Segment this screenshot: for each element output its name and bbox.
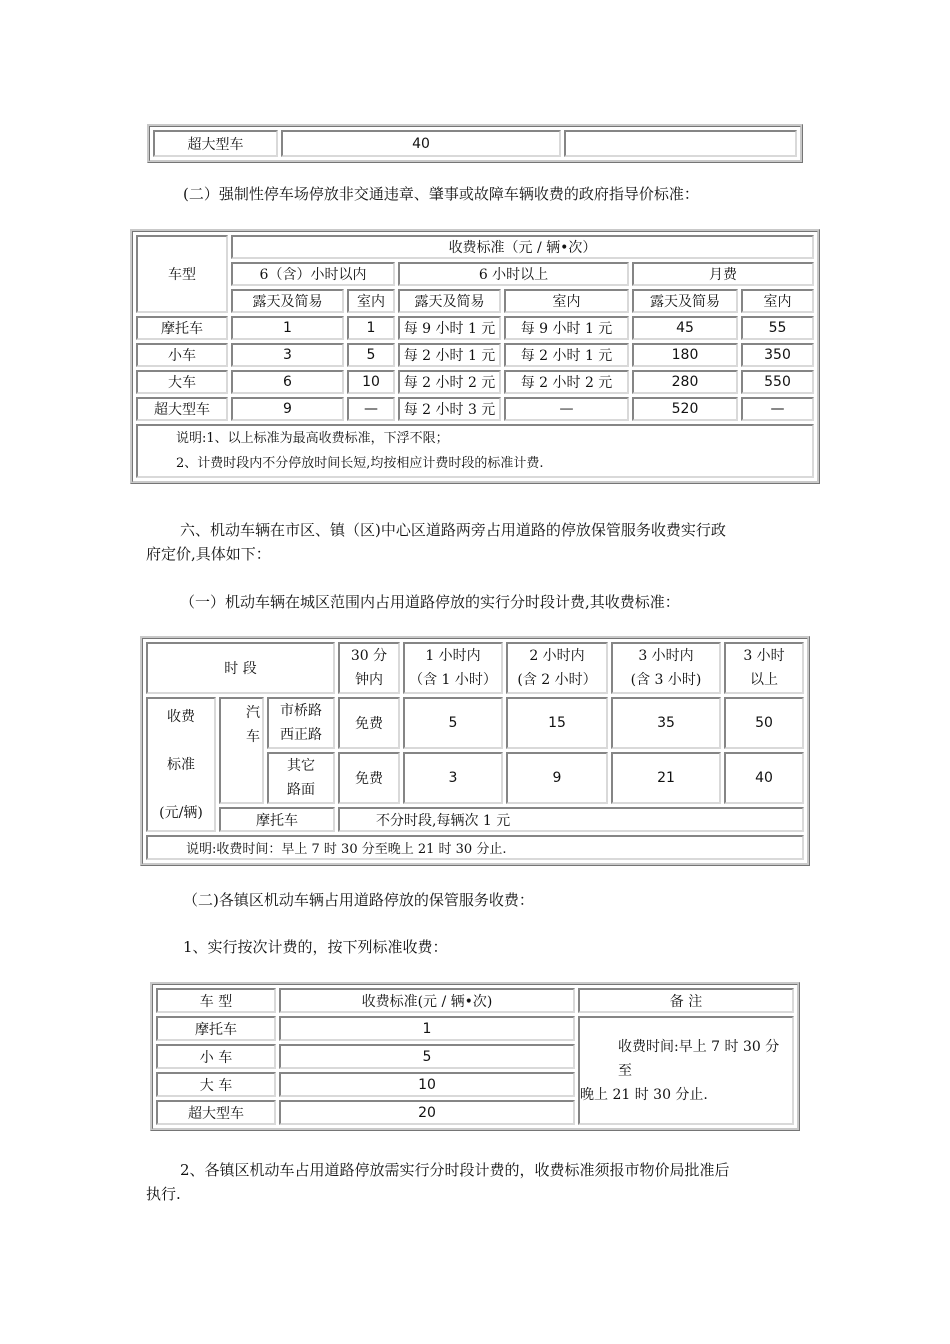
cell: 520 — [632, 397, 738, 421]
road-text: 路面 — [287, 782, 315, 798]
paragraph-two-line-2: 执行. — [146, 1185, 181, 1203]
note-line-2: 2、计费时段内不分停放时间长短,均按相应计费时段的标准计费. — [176, 456, 544, 471]
header-fee-standard: 收费标准（元 / 辆•次） — [231, 235, 814, 259]
paragraph-two — [146, 1158, 806, 1206]
header-text: 以上 — [750, 672, 778, 688]
cell: 每 2 小时 2 元 — [504, 370, 629, 394]
car-label-line: 汽 — [246, 705, 260, 721]
paragraph-two-line-1: 2、各镇区机动车占用道路停放需实行分时段计费的，收费标准须报市物价局批准后 — [180, 1161, 730, 1179]
header-vehicle-type: 车 型 — [156, 988, 276, 1013]
header-text: 30 分 — [350, 648, 388, 664]
header-text: （含 1 小时） — [409, 672, 497, 688]
cell-type: 小车 — [136, 343, 228, 367]
header-30min — [338, 642, 400, 694]
header-indoor: 室内 — [741, 289, 814, 313]
cell: 每 2 小时 2 元 — [398, 370, 501, 394]
cell: 每 9 小时 1 元 — [398, 316, 501, 340]
heading-c1: （一）机动车辆在城区范围内占用道路停放的实行分时段计费,其收费标准： — [180, 593, 680, 611]
cell-type: 大 车 — [156, 1072, 276, 1097]
header-remark: 备 注 — [578, 988, 794, 1013]
fee-label-line: (元/辆) — [159, 804, 203, 821]
cell-type: 摩托车 — [136, 316, 228, 340]
cell: 550 — [741, 370, 814, 394]
header-text: 2 小时内 — [529, 648, 585, 664]
cell-type: 超大型车 — [136, 397, 228, 421]
row-value: 40 — [281, 130, 561, 157]
cell: 45 — [632, 316, 738, 340]
cell-type: 大车 — [136, 370, 228, 394]
road-text: 其它 — [287, 758, 315, 774]
header-text: 3 小时 — [743, 648, 785, 664]
table-forced-parking-fees — [130, 229, 820, 484]
paragraph-six — [146, 518, 806, 566]
remark-cell — [578, 1016, 794, 1125]
heading-c2-1: 1、实行按次计费的，按下列标准收费： — [183, 938, 448, 956]
heading-b2: (二）强制性停车场停放非交通违章、肇事或故障车辆收费的政府指导价标准： — [183, 185, 699, 203]
remark-line-1: 收费时间:早上 7 时 30 分至 — [618, 1038, 780, 1079]
cell: 每 2 小时 1 元 — [398, 343, 501, 367]
cell: 每 9 小时 1 元 — [504, 316, 629, 340]
table-row — [136, 397, 814, 421]
road-shiqiao — [267, 697, 335, 749]
cell-type: 摩托车 — [156, 1016, 276, 1041]
header-within-6h: 6（含）小时以内 — [231, 262, 395, 286]
header-3h — [611, 642, 721, 694]
header-period: 时 段 — [146, 642, 335, 694]
cell: 3 — [231, 343, 344, 367]
cell: 50 — [724, 697, 804, 749]
table-note — [136, 424, 814, 478]
paragraph-six-line-1: 六、机动车辆在市区、镇（区)中心区道路两旁占用道路的停放保管服务收费实行政 — [180, 521, 726, 539]
table-continuation — [147, 124, 803, 163]
cell: 280 — [632, 370, 738, 394]
header-1h — [403, 642, 503, 694]
heading-c2: （二)各镇区机动车辆占用道路停放的保管服务收费： — [183, 891, 534, 909]
cell: 9 — [506, 752, 608, 804]
table-row — [136, 370, 814, 394]
cell: 9 — [231, 397, 344, 421]
remark-line-2: 晚上 21 时 30 分止. — [580, 1086, 708, 1103]
cell: 6 — [231, 370, 344, 394]
table-row — [156, 1016, 794, 1041]
cell: 21 — [611, 752, 721, 804]
cell: 免费 — [338, 697, 400, 749]
road-other — [267, 752, 335, 804]
cell: 5 — [347, 343, 395, 367]
cell: 5 — [403, 697, 503, 749]
cell: — — [347, 397, 395, 421]
header-fee-standard: 收费标准(元 / 辆•次) — [279, 988, 575, 1013]
header-text: 钟内 — [355, 672, 383, 688]
table-town-parking-fees — [150, 982, 800, 1131]
cell: 40 — [724, 752, 804, 804]
header-over-6h: 6 小时以上 — [398, 262, 629, 286]
header-vehicle-type: 车型 — [136, 235, 228, 313]
cell: 20 — [279, 1100, 575, 1125]
cell: — — [741, 397, 814, 421]
table-note: 说明:收费时间：早上 7 时 30 分至晚上 21 时 30 分止. — [146, 835, 804, 860]
row-extra — [564, 130, 797, 157]
cell: 180 — [632, 343, 738, 367]
paragraph-six-line-2: 府定价,具体如下： — [146, 545, 271, 563]
table-row — [136, 316, 814, 340]
header-text: (含 2 小时） — [517, 672, 597, 688]
road-text: 西正路 — [280, 727, 322, 743]
header-text: 3 小时内 — [638, 648, 694, 664]
note-line-1: 说明:1、以上标准为最高收费标准，下浮不限； — [176, 431, 449, 446]
header-2h — [506, 642, 608, 694]
cell: — — [504, 397, 629, 421]
cell: 每 2 小时 3 元 — [398, 397, 501, 421]
header-open: 露天及简易 — [632, 289, 738, 313]
cell: 35 — [611, 697, 721, 749]
table-city-parking-fees — [140, 636, 810, 866]
header-monthly: 月费 — [632, 262, 814, 286]
header-indoor: 室内 — [504, 289, 629, 313]
cell: 免费 — [338, 752, 400, 804]
cell: 每 2 小时 1 元 — [504, 343, 629, 367]
header-text: (含 3 小时) — [630, 672, 702, 688]
table-row — [136, 343, 814, 367]
car-label-line: 车 — [246, 729, 260, 745]
header-indoor: 室内 — [347, 289, 395, 313]
road-text: 市桥路 — [280, 703, 322, 719]
cell: 10 — [279, 1072, 575, 1097]
cell: 3 — [403, 752, 503, 804]
cell-type: 超大型车 — [156, 1100, 276, 1125]
motorcycle-label: 摩托车 — [219, 807, 335, 832]
cell: 55 — [741, 316, 814, 340]
fee-label-line: 标准 — [167, 756, 195, 773]
cell: 350 — [741, 343, 814, 367]
fee-standard-label — [146, 697, 216, 832]
cell: 1 — [279, 1016, 575, 1041]
header-over-3h — [724, 642, 804, 694]
cell: 5 — [279, 1044, 575, 1069]
header-open: 露天及简易 — [231, 289, 344, 313]
header-text: 1 小时内 — [425, 648, 481, 664]
header-open: 露天及简易 — [398, 289, 501, 313]
car-label — [219, 697, 264, 804]
row-label: 超大型车 — [153, 130, 278, 157]
cell-type: 小 车 — [156, 1044, 276, 1069]
cell: 1 — [347, 316, 395, 340]
motorcycle-note: 不分时段,每辆次 1 元 — [338, 807, 804, 832]
cell: 10 — [347, 370, 395, 394]
cell: 15 — [506, 697, 608, 749]
fee-label-line: 收费 — [167, 708, 195, 725]
cell: 1 — [231, 316, 344, 340]
